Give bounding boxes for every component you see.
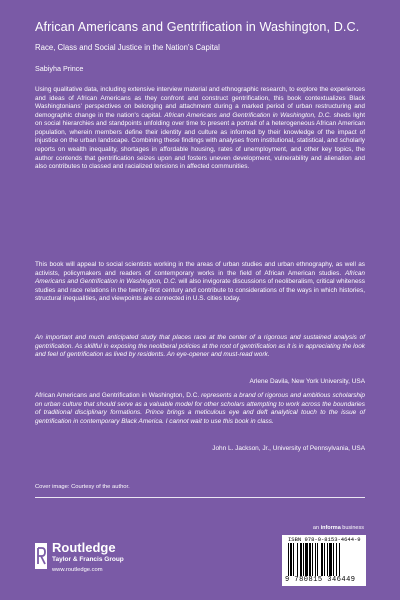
- endorsement-attribution-2: John L. Jackson, Jr., University of Pennsylvania, USA: [212, 445, 365, 452]
- description-paragraph-1: [35, 86, 365, 172]
- informa-suffix: business: [340, 525, 364, 531]
- publisher-url: www.routledge.com: [52, 567, 103, 573]
- barcode-digits: 9 780815 346449: [285, 576, 356, 584]
- author-name: Sabiyha Prince: [35, 64, 84, 73]
- cover-credit: Cover image: Courtesy of the author.: [35, 484, 130, 490]
- divider-line: [35, 497, 365, 498]
- description-text: Using qualitative data, including extensive interview material and ethnographic research, to explore the experiences and ideas of African Americans as they confront and construct gentrification, this book contextualizes Black Washingtonians' perspectives on belonging and attachment during a marked period of urban restructuring and demographic change in the nation's capital.: [35, 86, 365, 119]
- description-text: This book will appeal to social scientists working in the areas of urban studies and urban ethnography, as well as activists, policymakers and readers of contemporary works in the field of African American studies.: [35, 261, 365, 277]
- endorsement-lead: African Americans and Gentrification in Washington, D.C.: [35, 392, 200, 399]
- informa-prefix: an: [312, 525, 320, 531]
- endorsement-quote-2: [35, 392, 365, 426]
- description-text: sheds light on social hierarchies and standpoints unfolding over time to present a portrait of a heterogeneous African American population, wherein members define their identity and culture as informed by their knowledge of the impact of injustice on the urban landscape. Combining these findings with analyses from institutional, statistical, and scholarly reports on wealth inequality, shortages in affordable housing, rates of unemployment, and other key topics, the author contends that gentrification seizes upon and fosters uneven development, vulnerability and alienation and also contributes to classed and racialized tensions in affected communities.: [35, 111, 365, 171]
- barcode-icon: [288, 543, 360, 576]
- publisher-name: Routledge: [52, 540, 116, 555]
- book-subtitle: Race, Class and Social Justice in the Nation's Capital: [35, 43, 220, 52]
- endorsement-text: represents a brand of rigorous and ambitious scholarship on urban culture that should serve as a valuable model for other scholars attempting to work across the boundaries of traditional disciplinary formations. Prince brings a meticulous eye and deft analytical touch to the issue of gentrification in contemporary Black America. I cannot wait to use this book in class.: [35, 392, 366, 425]
- book-title-reference: African Americans and Gentrification in Washington, D.C.: [35, 269, 365, 286]
- isbn-label: ISBN 978-0-8153-4644-9: [288, 536, 361, 543]
- book-title-reference: African Americans and Gentrification in Washington, D.C.: [164, 111, 332, 119]
- routledge-logo-icon: [35, 543, 47, 569]
- book-title: African Americans and Gentrification in Washington, D.C.: [35, 20, 360, 34]
- isbn-barcode: [282, 535, 366, 586]
- description-paragraph-2: [35, 261, 365, 304]
- publisher-logo: [35, 540, 135, 580]
- informa-brand: informa: [320, 525, 341, 531]
- description-text: will also invigorate discussions of neoliberalism, critical whiteness studies and race relations in the twenty-first century and contribute to considerations of the ways in which histories, structural inequalities, and viewpoints are connected in U.S. cities today.: [35, 278, 365, 303]
- informa-business-tag: [313, 525, 364, 531]
- publisher-group: Taylor & Francis Group: [52, 556, 124, 563]
- endorsement-attribution-1: Arlene Davila, New York University, USA: [249, 378, 365, 385]
- endorsement-quote-1: An important and much anticipated study that places race at the center of a rigorous and sustained analysis of gentrification. As skillful in exposing the neoliberal policies at the root of gentrification as it is in appreciating the look and feel of gentrification as lived by residents. An eye-opener and must-read work.: [35, 334, 365, 359]
